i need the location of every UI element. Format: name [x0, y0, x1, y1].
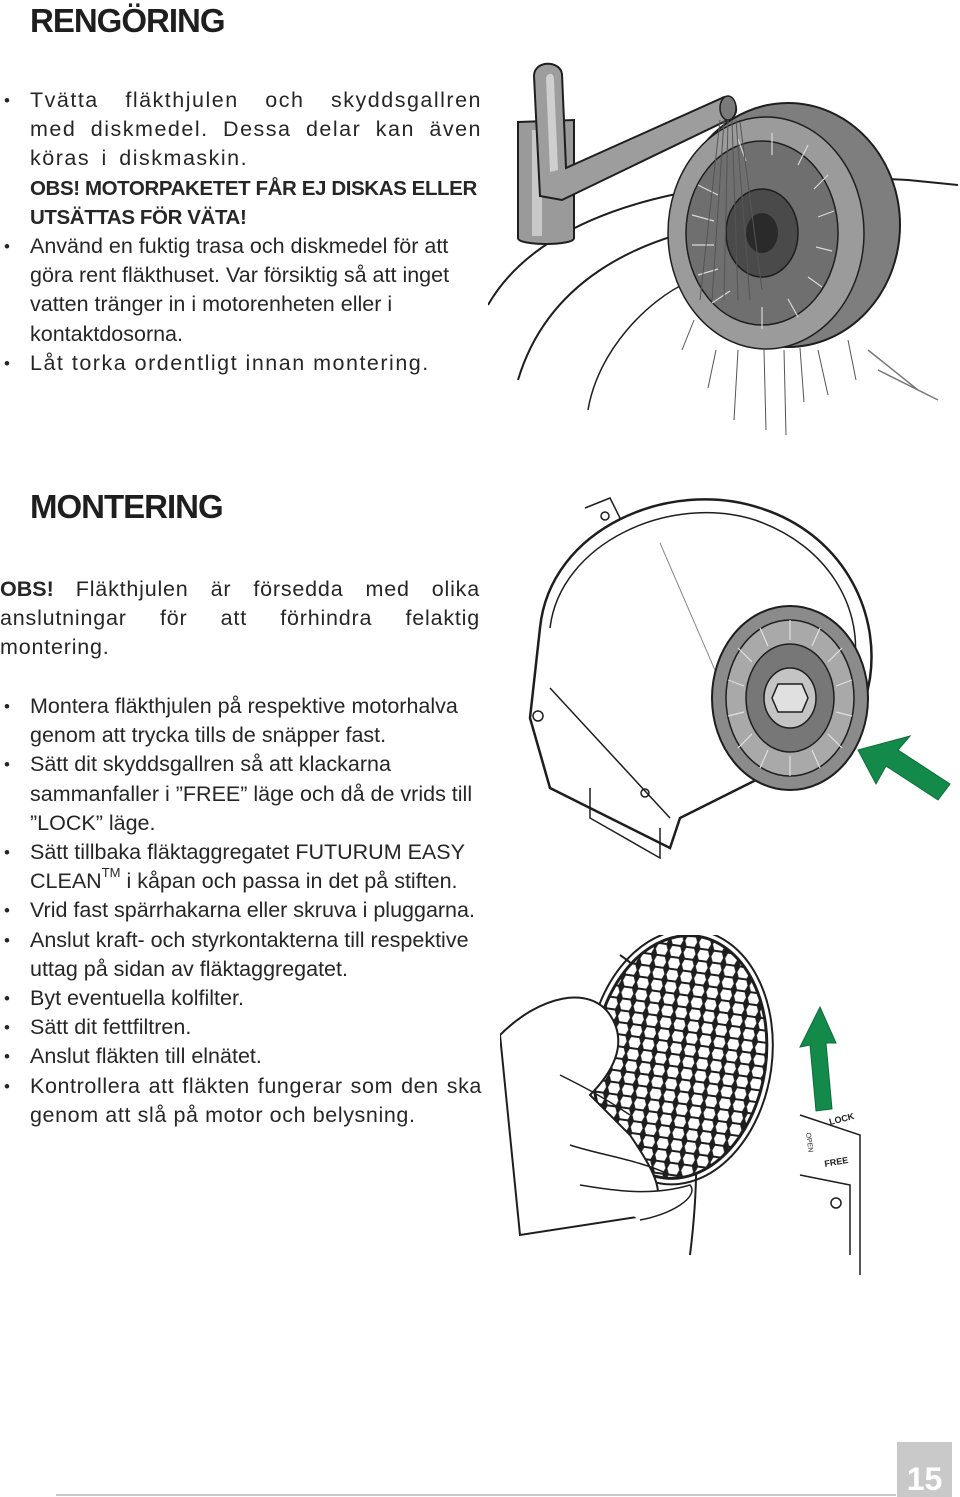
free-label: FREE — [823, 1154, 849, 1169]
list-item — [0, 1042, 482, 1071]
lock-label: LOCK — [828, 1111, 856, 1127]
rotate-arrow-icon — [800, 1007, 836, 1111]
section-heading-cleaning: RENGÖRING — [30, 2, 225, 39]
footer-rule — [56, 1494, 896, 1496]
cleaning-list — [0, 86, 482, 378]
list-item-text: • Kontrollera att fläkten fungerar som den ska genom att slå på motor och belysning. — [30, 1073, 482, 1127]
warning-text: OBS! MOTORPAKETET FÅR EJ DISKAS ELLER UTSÄTTAS FÖR VÄTA! — [30, 176, 477, 229]
list-item-text: • Tvätta fläkthjulen och skyddsgallren med diskmedel. Dessa delar kan även köras i diskmaskin. — [30, 88, 482, 171]
list-item — [0, 926, 482, 984]
list-item — [0, 349, 482, 378]
page-number: 15 — [897, 1442, 952, 1497]
list-item — [0, 750, 482, 838]
list-item-text: Byt eventuella kolfilter. — [30, 986, 244, 1011]
list-item-text: Anslut kraft- och styrkontakterna till respektive uttag på sidan av fläktaggregatet. — [30, 927, 469, 981]
mounting-note — [0, 575, 480, 663]
section-heading-mounting: MONTERING — [30, 488, 223, 525]
list-item-text: Låt torka ordentligt innan montering. — [30, 350, 430, 375]
mounting-list — [0, 692, 482, 1130]
grille-lock-illustration — [500, 935, 958, 1275]
list-item-text: Sätt dit fettfiltren. — [30, 1015, 192, 1040]
open-label: OPEN — [804, 1132, 814, 1153]
list-item — [0, 838, 482, 896]
list-item-text: Sätt dit skyddsgallren så att klackarna sammanfaller i ”FREE” läge och då de vrids till ”LOCK” läge. — [30, 752, 473, 835]
list-item — [0, 232, 482, 349]
list-item — [0, 86, 482, 232]
washing-fan-wheel-illustration — [488, 50, 958, 440]
list-item-text: Anslut fläkten till elnätet. — [30, 1044, 262, 1069]
list-item-text: Vrid fast spärrhakarna eller skruva i pluggarna. — [30, 898, 475, 923]
trademark-mark: TM — [101, 865, 121, 881]
direction-arrow-icon — [858, 736, 950, 800]
note-label: OBS! — [0, 577, 54, 601]
list-item — [0, 1072, 482, 1130]
list-item — [0, 1013, 482, 1042]
list-item-text: Sätt tillbaka fläktaggregatet FUTURUM EASY CLEAN — [30, 840, 465, 894]
list-item-text: Använd en fuktig trasa och diskmedel för att göra rent fläkthuset. Var försiktig så att inget vatten tränger in i motorenheten eller i kontaktdosorna. — [30, 234, 450, 346]
list-item-text: Montera fläkthjulen på respektive motorhalva genom att trycka tills de snäpper fast. — [30, 694, 458, 748]
note-text: Fläkthjulen är försedda med olika anslutningar för att förhindra felaktig montering. — [0, 577, 480, 660]
list-item — [0, 692, 482, 750]
list-item — [0, 984, 482, 1013]
list-item — [0, 896, 482, 925]
list-item-text: i kåpan och passa in det på stiften. — [120, 869, 458, 894]
motor-housing-illustration — [510, 488, 958, 878]
